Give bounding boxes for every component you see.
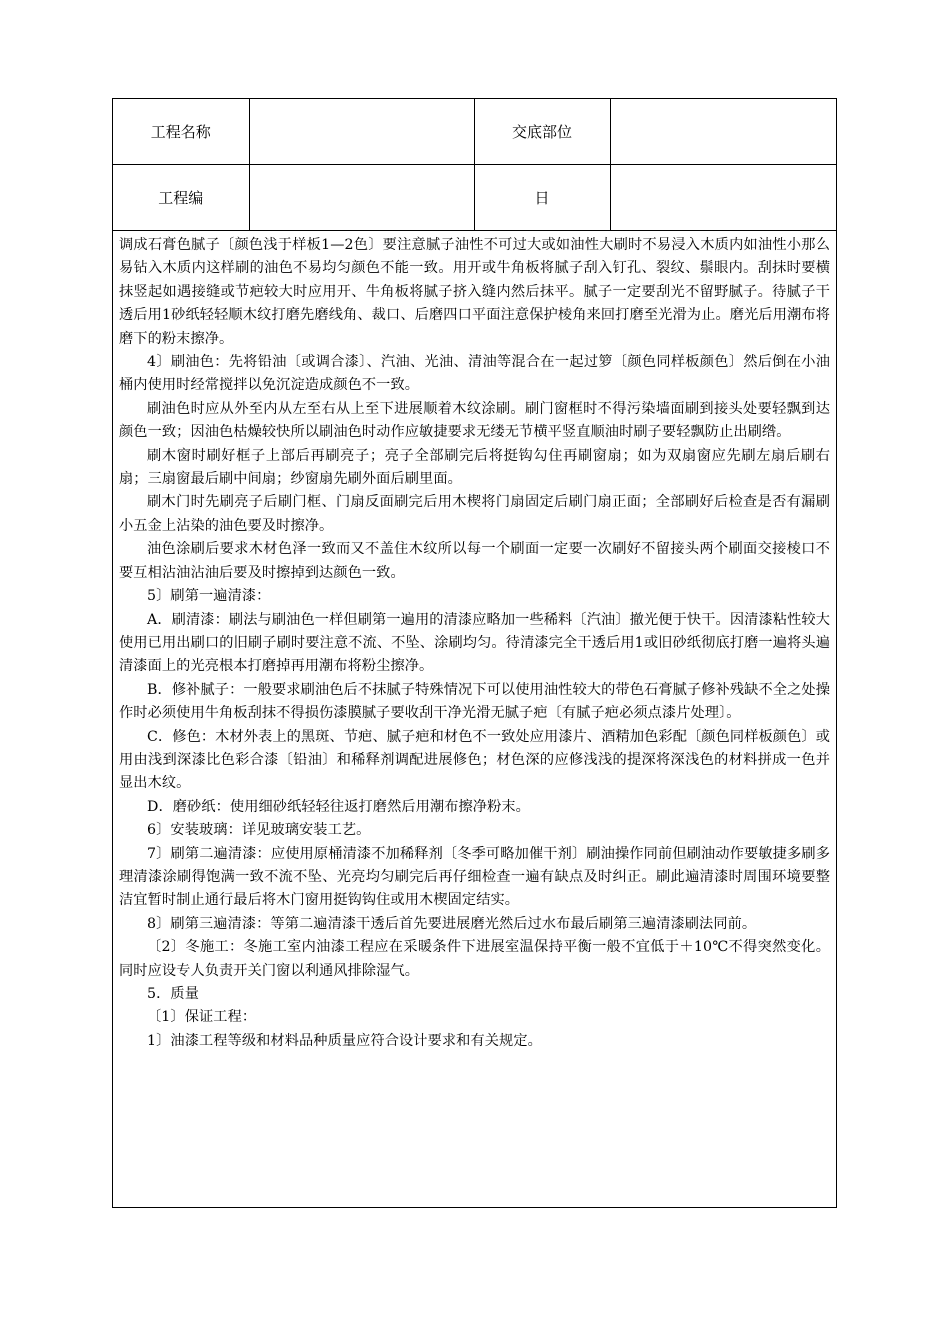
- handover-location-value: [610, 99, 836, 165]
- paragraph: 〔2〕冬施工：冬施工室内油漆工程应在采暖条件下进展室温保持平衡一般不宜低于＋10℃不得突然变化。同时应设专人负责开关门窗以利通风排除湿气。: [119, 939, 830, 979]
- paragraph: 4〕刷油色：先将铅油〔或调合漆〕、汽油、光油、清油等混合在一起过箩〔颜色同样板颜色〕然后倒在小油桶内使用时经常搅拌以免沉淀造成颜色不一致。: [119, 354, 830, 394]
- date-value: [610, 165, 836, 231]
- disclosure-sheet: [112, 98, 837, 1208]
- paragraph: 调成石膏色腻子〔颜色浅于样板1—2色〕要注意腻子油性不可过大或如油性大刷时不易浸入木质内如油性小那么易钻入木质内这样刷的油色不易均匀颜色不能一致。用开或牛角板将腻子刮入钉孔、裂纹、鬃眼内。刮抹时要横抹竖起如遇接缝或节疤较大时应用开、牛角板将腻子挤入缝内然后抹平。腻子一定要刮光不留野腻子。待腻子干透后用1砂纸轻轻顺木纹打磨先磨线角、裁口、后磨四口平面注意保护棱角来回打磨至光滑为止。磨光后用潮布将磨下的粉末擦净。: [119, 237, 830, 347]
- project-number-value: [249, 165, 474, 231]
- paragraph: B．修补腻子：一般要求刷油色后不抹腻子特殊情况下可以使用油性较大的带色石膏腻子修补残缺不全之处操作时必须使用牛角板刮抹不得损伤漆膜腻子要收刮干净光滑无腻子疤〔有腻子疤必须点漆片处理〕。: [119, 681, 830, 722]
- paragraph: 8〕刷第三遍清漆：等第二遍清漆干透后首先要进展磨光然后过水布最后刷第三遍清漆刷法同前。: [147, 915, 757, 932]
- paragraph: C．修色：木材外表上的黑斑、节疤、腻子疤和材色不一致处应用漆片、酒精加色彩配〔颜色同样板颜色〕或用由浅到深漆比色彩合漆〔铅油〕和稀释剂调配进展修色；材色深的应修浅浅的提深将深浅色的材料拼成一色并显出木纹。: [119, 728, 830, 792]
- paragraph: 油色涂刷后要求木材色泽一致而又不盖住木纹所以每一个刷面一定要一次刷好不留接头两个刷面交接棱口不要互相沾油沾油后要及时擦掉到达颜色一致。: [119, 541, 830, 581]
- paragraph: 刷木门时先刷亮子后刷门框、门扇反面刷完后用木楔将门扇固定后刷门扇正面；全部刷好后检查是否有漏刷小五金上沾染的油色要及时擦净。: [119, 494, 830, 534]
- project-number-label: 工程编: [113, 165, 249, 231]
- date-label: 日: [474, 165, 610, 231]
- paragraph: 5．质量: [147, 986, 199, 1002]
- paragraph: 〔1〕保证工程：: [147, 1009, 257, 1026]
- paragraph: 5〕刷第一遍清漆：: [147, 588, 271, 605]
- header-table: [113, 99, 836, 231]
- paragraph: 7〕刷第二遍清漆：应使用原桶清漆不加稀释剂〔冬季可略加催干剂〕刷油操作同前但刷油动作要敏捷多刷多理清漆涂刷得饱满一致不流不坠、光亮均匀刷完后再仔细检查一遍有缺点及时纠正。刷此遍清漆时周围环境要整洁宜暂时制止通行最后将木门窗用挺钩钩住或用木楔固定结实。: [119, 845, 830, 909]
- paragraph: 刷油色时应从外至内从左至右从上至下进展顺着木纹涂刷。刷门窗框时不得污染墙面刷到接头处要轻飘到达颜色一致；因油色枯燥较快所以刷油色时动作应敏捷要求无缕无节横平竖直顺油时刷子要轻飘防止出刷绺。: [119, 400, 830, 441]
- paragraph: 6〕安装玻璃：详见玻璃安装工艺。: [147, 822, 371, 839]
- paragraph: 刷木窗时刷好框子上部后再刷亮子；亮子全部刷完后将挺钩勾住再刷窗扇；如为双扇窗应先刷左扇后刷右扇；三扇窗最后刷中间扇；纱窗扇先刷外面后刷里面。: [119, 447, 830, 488]
- paragraph: A．刷清漆：刷法与刷油色一样但刷第一遍用的清漆应略加一些稀料〔汽油〕撤光便于快干。因清漆粘性较大使用已用出刷口的旧刷子刷时要注意不流、不坠、涂刷均匀。待清漆完全干透后用1或旧砂纸彻底打磨一遍将头遍清漆面上的光亮根本打磨掉再用潮布将粉尘擦净。: [119, 611, 830, 675]
- disclosure-content: [113, 231, 836, 1053]
- paragraph: D．磨砂纸：使用细砂纸轻轻往返打磨然后用潮布擦净粉末。: [147, 798, 530, 815]
- project-name-value: [249, 99, 474, 165]
- paragraph: 1〕油漆工程等级和材料品种质量应符合设计要求和有关规定。: [147, 1032, 542, 1049]
- header-row-1: [113, 99, 836, 165]
- project-name-label: 工程名称: [113, 99, 249, 165]
- handover-location-label: 交底部位: [474, 99, 610, 165]
- header-row-2: [113, 165, 836, 231]
